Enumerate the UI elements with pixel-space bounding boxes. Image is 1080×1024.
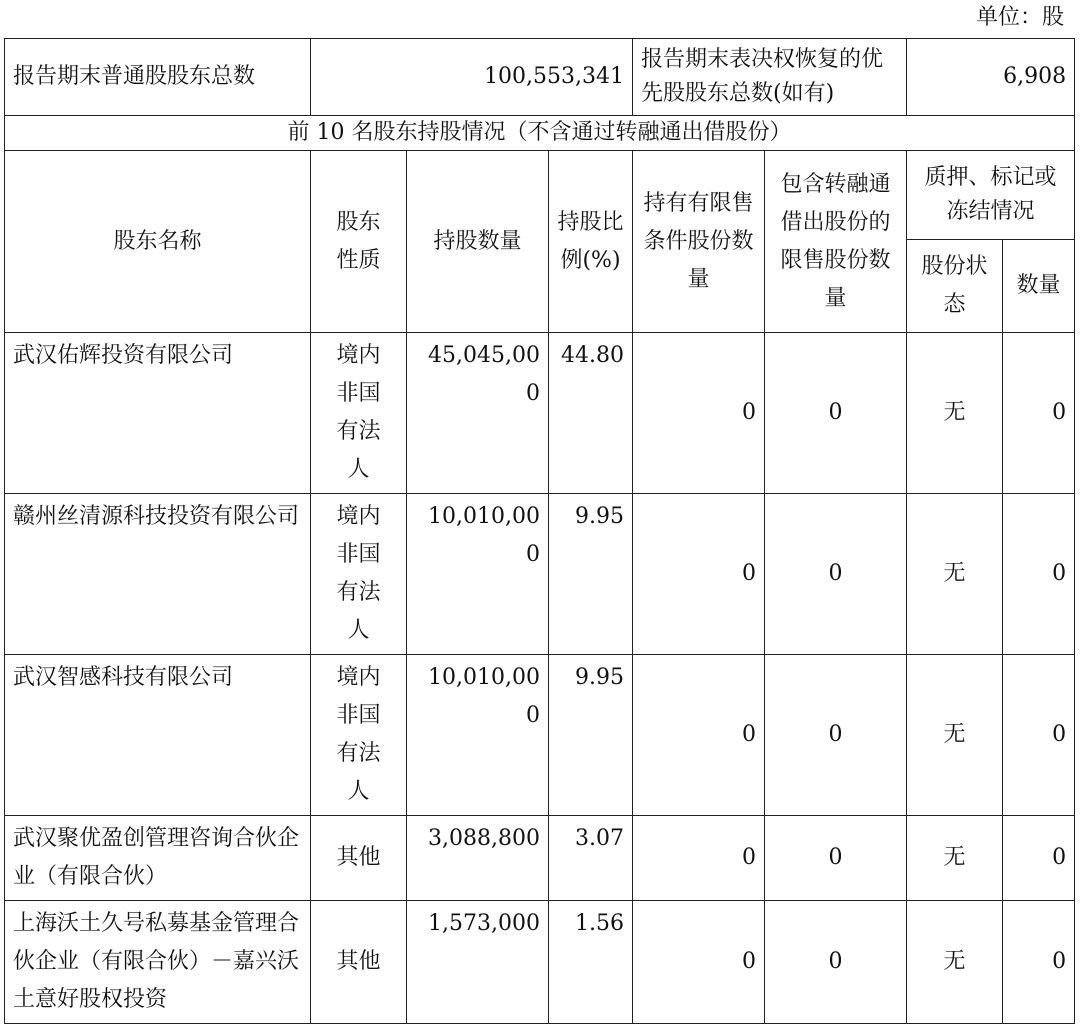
header-pledge-group: 质押、标记或冻结情况 — [907, 151, 1075, 240]
holder-shares: 3,088,800 — [407, 816, 549, 901]
holder-ratio: 9.95 — [549, 655, 633, 816]
shareholder-table — [4, 38, 1075, 1024]
holder-lent-restricted: 0 — [765, 494, 907, 655]
holder-restricted: 0 — [633, 333, 765, 494]
header-restricted: 持有有限售条件股份数量 — [633, 151, 765, 333]
holder-pledge-status: 无 — [907, 901, 1003, 1024]
holder-lent-restricted: 0 — [765, 333, 907, 494]
table-row — [5, 901, 1075, 1024]
holder-nature: 境内非国有法人 — [311, 494, 407, 655]
header-name: 股东名称 — [5, 151, 311, 333]
header-nature: 股东性质 — [311, 151, 407, 333]
holder-restricted: 0 — [633, 901, 765, 1024]
holder-ratio: 9.95 — [549, 494, 633, 655]
holder-restricted: 0 — [633, 655, 765, 816]
holder-pledge-status: 无 — [907, 333, 1003, 494]
holder-name: 武汉佑辉投资有限公司 — [5, 333, 311, 494]
holder-pledge-qty: 0 — [1003, 494, 1075, 655]
total-holders-label: 报告期末普通股股东总数 — [5, 39, 311, 116]
holder-name: 上海沃土久号私募基金管理合伙企业（有限合伙）－嘉兴沃土意好股权投资 — [5, 901, 311, 1024]
holder-pledge-qty: 0 — [1003, 655, 1075, 816]
holder-pledge-status: 无 — [907, 655, 1003, 816]
header-shares: 持股数量 — [407, 151, 549, 333]
preferred-holders-value: 6,908 — [907, 39, 1075, 116]
holder-name: 武汉智感科技有限公司 — [5, 655, 311, 816]
holder-shares: 1,573,000 — [407, 901, 549, 1024]
table-row — [5, 494, 1075, 655]
header-ratio: 持股比例(%) — [549, 151, 633, 333]
holder-lent-restricted: 0 — [765, 655, 907, 816]
header-lent-restricted: 包含转融通借出股份的限售股份数量 — [765, 151, 907, 333]
header-pledge-qty: 数量 — [1003, 240, 1075, 333]
holder-restricted: 0 — [633, 816, 765, 901]
preferred-holders-label: 报告期末表决权恢复的优先股股东总数(如有) — [633, 39, 907, 116]
table-row — [5, 655, 1075, 816]
holder-shares: 10,010,000 — [407, 494, 549, 655]
holder-lent-restricted: 0 — [765, 816, 907, 901]
holder-name: 武汉聚优盈创管理咨询合伙企业（有限合伙） — [5, 816, 311, 901]
holder-pledge-status: 无 — [907, 494, 1003, 655]
unit-label: 单位：股 — [975, 5, 1064, 30]
section-title: 前 10 名股东持股情况（不含通过转融通出借股份） — [5, 116, 1075, 151]
holder-shares: 10,010,000 — [407, 655, 549, 816]
holder-shares: 45,045,000 — [407, 333, 549, 494]
holder-pledge-qty: 0 — [1003, 333, 1075, 494]
holder-nature: 境内非国有法人 — [311, 333, 407, 494]
header-pledge-status: 股份状态 — [907, 240, 1003, 333]
holder-pledge-status: 无 — [907, 816, 1003, 901]
total-holders-value: 100,553,341 — [311, 39, 633, 116]
holder-ratio: 1.56 — [549, 901, 633, 1024]
holder-pledge-qty: 0 — [1003, 901, 1075, 1024]
section-title-row — [5, 116, 1075, 151]
holder-name: 赣州丝清源科技投资有限公司 — [5, 494, 311, 655]
holder-ratio: 3.07 — [549, 816, 633, 901]
table-row — [5, 333, 1075, 494]
header-row — [5, 151, 1075, 240]
holder-nature: 其他 — [311, 816, 407, 901]
holder-lent-restricted: 0 — [765, 901, 907, 1024]
holder-ratio: 44.80 — [549, 333, 633, 494]
holder-pledge-qty: 0 — [1003, 816, 1075, 901]
holder-nature: 其他 — [311, 901, 407, 1024]
holder-nature: 境内非国有法人 — [311, 655, 407, 816]
summary-row — [5, 39, 1075, 116]
holder-restricted: 0 — [633, 494, 765, 655]
table-row — [5, 816, 1075, 901]
